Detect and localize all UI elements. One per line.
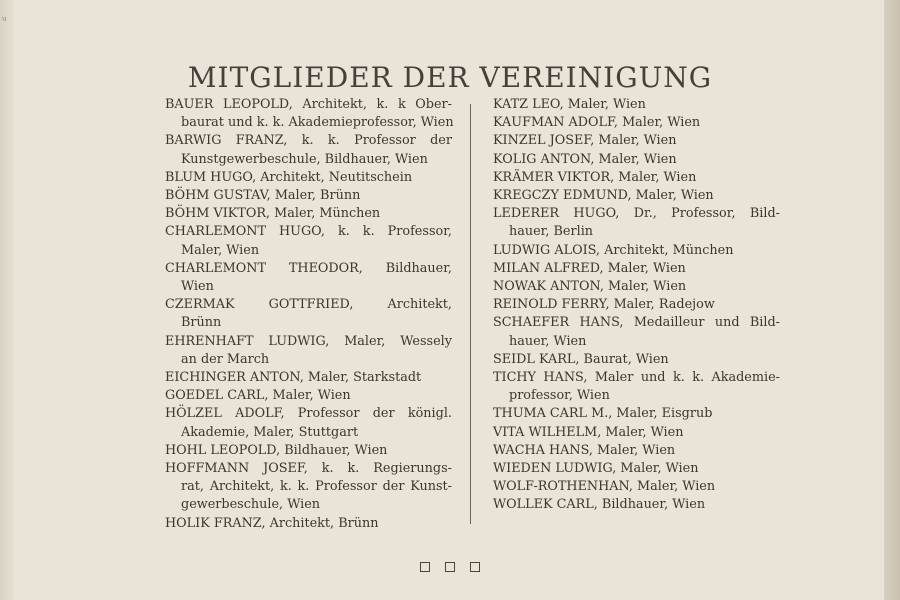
member-entry [165,169,452,187]
member-name-line: KINZEL JOSEF, Maler, Wien [493,133,677,149]
member-entry [493,169,780,187]
member-entry [493,424,780,442]
member-entry [493,278,780,296]
member-name-line: CHARLEMONT THEODOR, Bildhauer, [165,260,452,276]
member-name-line: HÖLZEL ADOLF, Professor der königl. [165,406,452,422]
member-name-line: MILAN ALFRED, Maler, Wien [493,260,686,276]
member-entry [493,351,780,369]
member-entry [493,496,780,514]
member-name-line: TICHY HANS, Maler und k. k. Akademie- [493,370,780,386]
member-entry [493,187,780,205]
member-name-line: KATZ LEO, Maler, Wien [493,97,646,112]
member-entry [165,260,452,296]
member-entry [493,132,780,150]
member-entry [493,114,780,132]
member-name-line: CZERMAK GOTTFRIED, Architekt, [165,297,452,313]
member-entry [165,187,452,205]
member-entry [165,460,452,515]
member-name-line: EICHINGER ANTON, Maler, Starkstadt [165,370,422,386]
member-entry [493,242,780,260]
member-name-line: EHRENHAFT LUDWIG, Maler, Wessely [165,333,452,349]
member-entry [165,132,452,168]
member-name-line: SCHAEFER HANS, Medailleur und Bild- [493,315,780,331]
member-detail-line: baurat und k. k. Akademieprofessor, Wien [181,115,454,131]
member-name-line: BAUER LEOPOLD, Architekt, k. k Ober- [165,97,452,112]
member-entry [493,260,780,278]
member-name-line: CHARLEMONT HUGO, k. k. Professor, [165,224,452,240]
member-entry [493,405,780,423]
member-entry [165,333,452,369]
member-entry [493,478,780,496]
member-name-line: BÖHM GUSTAV, Maler, Brünn [165,188,361,204]
member-name-line: NOWAK ANTON, Maler, Wien [493,279,687,295]
member-detail-line: Brünn [181,315,222,331]
member-name-line: WOLLEK CARL, Bildhauer, Wien [493,497,706,513]
member-detail-line: professor, Wien [509,388,610,404]
member-name-line: KRÄMER VIKTOR, Maler, Wien [493,169,697,185]
margin-mark: ᵘ [2,14,7,27]
square-ornament-icon [420,562,430,572]
member-name-line: GOEDEL CARL, Maler, Wien [165,388,351,404]
member-name-line: BLUM HUGO, Architekt, Neutitschein [165,169,413,185]
member-name-line: WOLF-ROTHENHAN, Maler, Wien [493,479,716,495]
member-entry [493,296,780,314]
member-entry [165,223,452,259]
member-name-line: BARWIG FRANZ, k. k. Professor der [165,133,452,149]
page-title: MITGLIEDER DER VEREINIGUNG [187,60,713,94]
member-name-line: KOLIG ANTON, Maler, Wien [493,151,677,167]
member-entry [165,405,452,441]
member-entry [165,296,452,332]
member-entry [165,442,452,460]
member-name-line: KREGCZY EDMUND, Maler, Wien [493,188,714,204]
member-name-line: HOHL LEOPOLD, Bildhauer, Wien [165,442,388,458]
member-detail-line: rat, Architekt, k. k. Professor der Kunst- [181,479,452,495]
member-detail-line: an der March [181,351,270,367]
member-entry [165,205,452,223]
member-detail-line: Kunstgewerbeschule, Bildhauer, Wien [181,151,428,167]
member-name-line: HOFFMANN JOSEF, k. k. Regierungs- [165,461,452,477]
square-ornament-icon [445,562,455,572]
member-entry [493,369,780,405]
member-entry [493,314,780,350]
member-entry [493,460,780,478]
member-name-line: THUMA CARL M., Maler, Eisgrub [493,406,713,422]
member-name-line: HOLIK FRANZ, Architekt, Brünn [165,515,379,531]
square-ornament-icon [470,562,480,572]
member-entry [493,442,780,460]
column-divider [470,104,471,524]
member-name-line: KAUFMAN ADOLF, Maler, Wien [493,115,701,131]
member-name-line: SEIDL KARL, Baurat, Wien [493,351,669,367]
member-entry [165,387,452,405]
member-detail-line: Akademie, Maler, Stuttgart [181,424,359,440]
member-entry [493,205,780,241]
member-name-line: BÖHM VIKTOR, Maler, München [165,206,381,222]
member-entry [165,515,452,533]
member-entry [493,96,780,114]
member-name-line: LUDWIG ALOIS, Architekt, München [493,242,734,258]
member-detail-line: Wien [181,279,214,295]
member-list-left [165,96,452,533]
member-detail-line: hauer, Berlin [509,224,594,240]
member-name-line: LEDERER HUGO, Dr., Professor, Bild- [493,206,780,222]
member-name-line: WACHA HANS, Maler, Wien [493,442,676,458]
member-name-line: REINOLD FERRY, Maler, Radejow [493,297,715,313]
member-entry [165,369,452,387]
member-list-right [493,96,780,515]
member-name-line: WIEDEN LUDWIG, Maler, Wien [493,461,699,477]
member-detail-line: hauer, Wien [509,333,587,349]
member-detail-line: Maler, Wien [181,242,260,258]
member-detail-line: gewerbeschule, Wien [181,497,321,513]
ornament-row [0,562,900,572]
member-name-line: VITA WILHELM, Maler, Wien [493,424,684,440]
member-entry [493,151,780,169]
member-entry [165,96,452,132]
